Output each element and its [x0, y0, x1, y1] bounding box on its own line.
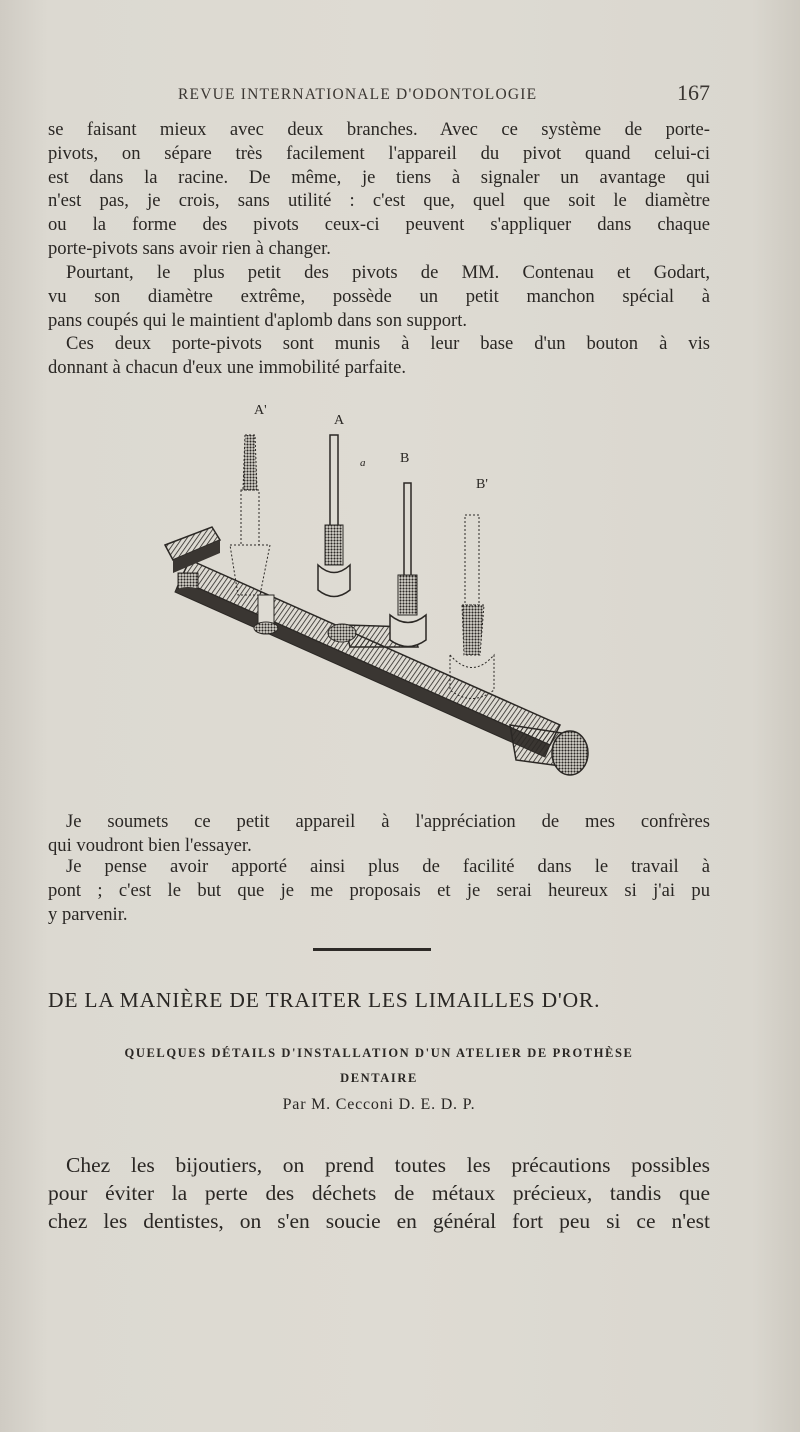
page-header	[48, 80, 710, 110]
text-line: pivots, on sépare très facilement l'appareil du pivot quand celui-ci	[48, 142, 710, 164]
text-line: Ces deux porte-pivots sont munis à leur base d'un bouton à vis	[66, 333, 710, 354]
paragraph-5	[48, 855, 710, 926]
section-divider	[313, 948, 431, 951]
text-line: y parvenir.	[48, 903, 128, 925]
text-line: chez les dentistes, on s'en soucie en général fort peu si ce n'est	[48, 1209, 710, 1233]
apparatus-drawing	[150, 395, 610, 795]
text-line: n'est pas, je crois, sans utilité : c'est que, quel que soit le diamètre	[48, 190, 710, 212]
page-number: 167	[677, 80, 710, 105]
text-line: Chez les bijoutiers, on prend toutes les précautions possibles	[66, 1153, 710, 1177]
figure-label: B	[400, 451, 410, 466]
text-line: pour éviter la perte des déchets de métaux précieux, tandis que	[48, 1181, 710, 1205]
section-subtitle: QUELQUES DÉTAILS D'INSTALLATION D'UN ATELIER DE PROTHÈSE	[124, 1046, 634, 1060]
text-line: est dans la racine. De même, je tiens à signaler un avantage qui	[48, 166, 710, 188]
text-line: pont ; c'est le but que je me proposais et je serai heureux si j'ai pu	[48, 879, 710, 901]
end-knob	[510, 725, 588, 775]
paragraph-4	[48, 810, 710, 858]
apparatus-illustration	[150, 395, 610, 795]
section-subtitle: DENTAIRE	[340, 1071, 418, 1085]
intro-paragraph	[48, 1151, 710, 1235]
pivot-holder-b	[390, 483, 426, 647]
text-line: pans coupés qui le maintient d'aplomb dans son support.	[48, 309, 468, 331]
main-rail	[175, 560, 560, 757]
text-line: Pourtant, le plus petit des pivots de MM. Contenau et Godart,	[66, 262, 710, 283]
figure-label: A	[334, 413, 345, 428]
section-title: DE LA MANIÈRE DE TRAITER LES LIMAILLES D'OR.	[48, 988, 601, 1012]
figure-label: B'	[476, 477, 488, 492]
author-byline: Par M. Cecconi D. E. D. P.	[282, 1096, 476, 1113]
paragraph-3	[48, 332, 710, 380]
pivot-holder-a-prime	[230, 435, 270, 595]
text-line: Je soumets ce petit appareil à l'appréciation de mes confrères	[66, 811, 710, 832]
pivot-holder-b-prime	[450, 515, 494, 699]
text-line: ou la forme des pivots ceux-ci peuvent s'appliquer dans chaque	[48, 214, 710, 236]
text-line: vu son diamètre extrême, possède un petit manchon spécial à	[48, 285, 710, 307]
text-line: se faisant mieux avec deux branches. Avec ce système de porte-	[48, 119, 710, 140]
text-line: porte-pivots sans avoir rien à changer.	[48, 237, 331, 259]
figure-label: A'	[254, 403, 267, 418]
text-line: donnant à chacun d'eux une immobilité parfaite.	[48, 356, 407, 378]
paragraph-1	[48, 118, 710, 261]
running-title: REVUE INTERNATIONALE D'ODONTOLOGIE	[178, 86, 538, 103]
text-line: qui voudront bien l'essayer.	[48, 834, 252, 856]
pivot-holder-a	[318, 435, 350, 597]
paragraph-2	[48, 261, 710, 332]
figure-label: a	[360, 457, 366, 469]
text-line: Je pense avoir apporté ainsi plus de facilité dans le travail à	[66, 856, 710, 877]
